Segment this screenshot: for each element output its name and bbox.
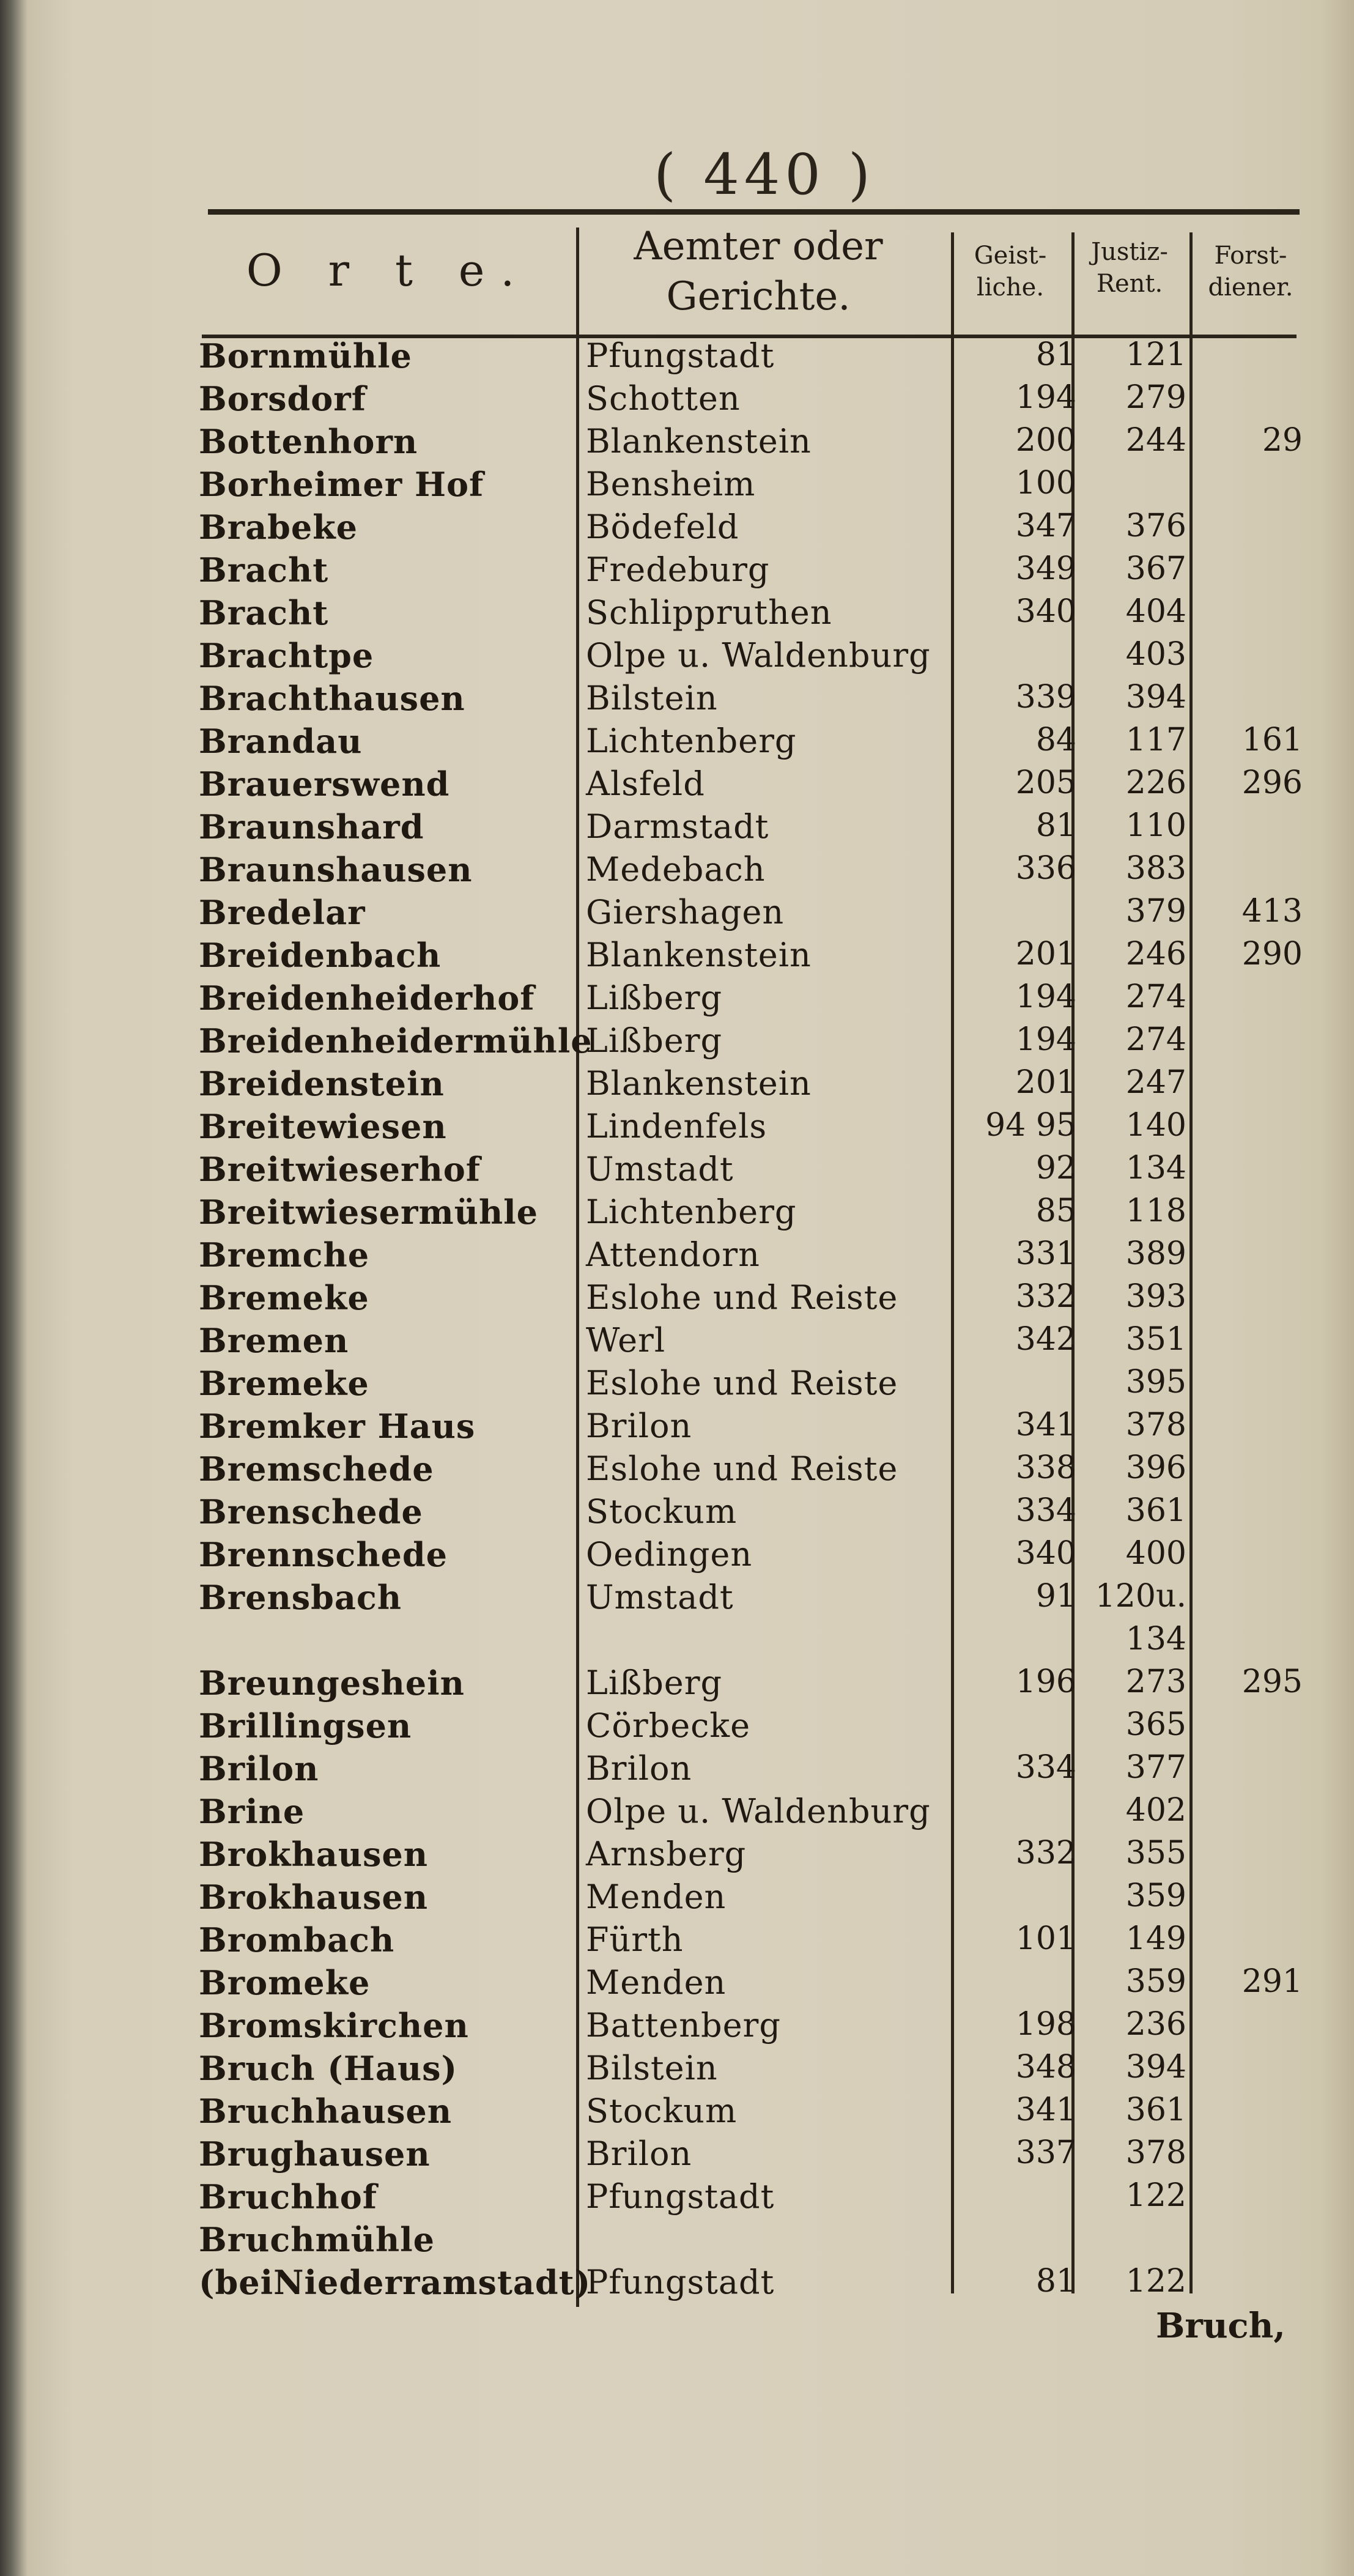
amt-cell: Umstadt — [586, 1578, 734, 1616]
ort-cell: Breidenbach — [199, 936, 442, 975]
geistliche-cell: 341 — [1015, 2092, 1076, 2128]
justiz-cell: 279 — [1125, 379, 1186, 416]
table-row — [0, 1021, 1354, 1064]
amt-cell: Schotten — [586, 379, 741, 418]
ort-cell: Brenschede — [199, 1492, 423, 1531]
justiz-cell: 376 — [1125, 508, 1186, 544]
forst-cell: 413 — [1241, 893, 1303, 930]
geistliche-cell: 340 — [1015, 593, 1076, 630]
table-row — [0, 636, 1354, 679]
table-row — [0, 1107, 1354, 1150]
justiz-cell: 395 — [1125, 1364, 1186, 1401]
table-row — [0, 336, 1354, 379]
table-row — [0, 2220, 1354, 2263]
justiz-cell: 121 — [1125, 336, 1186, 373]
table-row — [0, 1920, 1354, 1963]
table-row — [0, 1449, 1354, 1492]
amt-cell: Menden — [586, 1878, 727, 1916]
justiz-cell: 351 — [1125, 1321, 1186, 1358]
table-row — [0, 2134, 1354, 2177]
amt-cell: Lindenfels — [586, 1107, 768, 1146]
table-row — [0, 550, 1354, 593]
amt-cell: Fredeburg — [586, 550, 770, 589]
amt-cell: Olpe u. Waldenburg — [586, 636, 931, 675]
geistliche-cell: 334 — [1015, 1492, 1076, 1529]
ort-cell: Bracht — [199, 593, 329, 632]
justiz-cell: 378 — [1125, 2134, 1186, 2171]
justiz-cell: 246 — [1125, 936, 1186, 972]
ort-cell: Borheimer Hof — [199, 465, 484, 504]
amt-cell: Arnsberg — [586, 1835, 747, 1873]
justiz-cell: 274 — [1125, 1021, 1186, 1058]
amt-cell: Brilon — [586, 1749, 692, 1788]
ort-cell: Bredelar — [199, 893, 366, 932]
table-row — [0, 1064, 1354, 1107]
justiz-cell: 361 — [1125, 1492, 1186, 1529]
amt-cell: Fürth — [586, 1920, 684, 1959]
justiz-cell: 247 — [1125, 1064, 1186, 1101]
table-row — [0, 2092, 1354, 2134]
table-row — [0, 1278, 1354, 1321]
ort-cell: Breungeshein — [199, 1664, 465, 1703]
header-orte: O r t e. — [246, 245, 531, 296]
geistliche-cell: 334 — [1015, 1749, 1076, 1786]
geistliche-cell: 94 95 — [985, 1107, 1076, 1144]
table-row — [0, 1492, 1354, 1535]
amt-cell: Bensheim — [586, 465, 756, 503]
header-justiz-line2: Rent. — [1096, 270, 1163, 298]
ort-cell: Braunshausen — [199, 850, 473, 889]
table-row — [0, 1835, 1354, 1878]
ort-cell: Borsdorf — [199, 379, 366, 418]
table-row — [0, 1364, 1354, 1407]
geistliche-cell: 201 — [1015, 936, 1076, 972]
forst-cell: 291 — [1241, 1963, 1303, 2000]
amt-cell: Blankenstein — [586, 1064, 812, 1103]
table-row — [0, 465, 1354, 508]
forst-cell: 29 — [1262, 422, 1303, 459]
ort-cell: Bremeke — [199, 1278, 369, 1317]
header-geistliche-line1: Geist- — [974, 242, 1047, 270]
justiz-cell: 365 — [1125, 1706, 1186, 1743]
header-aemter-line2: Gerichte. — [666, 274, 851, 319]
ort-cell: Bruchmühle — [199, 2220, 435, 2259]
amt-cell: Alsfeld — [586, 764, 705, 803]
geistliche-cell: 196 — [1015, 1664, 1076, 1700]
ort-cell: Bremen — [199, 1321, 349, 1360]
justiz-cell: 377 — [1125, 1749, 1186, 1786]
ort-cell: Breitwieserhof — [199, 1150, 481, 1189]
geistliche-cell: 81 — [1035, 2263, 1076, 2300]
justiz-cell: 226 — [1125, 764, 1186, 801]
table-row — [0, 1792, 1354, 1835]
table-row — [0, 722, 1354, 764]
justiz-cell: 134 — [1125, 1621, 1186, 1657]
amt-cell: Pfungstadt — [586, 2263, 775, 2301]
geistliche-cell: 200 — [1015, 422, 1076, 459]
ort-cell: Brine — [199, 1792, 305, 1831]
table-row — [0, 893, 1354, 936]
ort-cell: Breitwiesermühle — [199, 1193, 538, 1232]
justiz-cell: 359 — [1125, 1878, 1186, 1914]
table-row — [0, 1749, 1354, 1792]
amt-cell: Oedingen — [586, 1535, 753, 1574]
ort-cell: Braunshard — [199, 807, 424, 846]
justiz-cell: 404 — [1125, 593, 1186, 630]
table-row — [0, 508, 1354, 550]
ort-cell: Brabeke — [199, 508, 358, 547]
justiz-cell: 396 — [1125, 1449, 1186, 1486]
geistliche-cell: 194 — [1015, 979, 1076, 1015]
table-row — [0, 593, 1354, 636]
justiz-cell: 120u. — [1095, 1578, 1186, 1615]
ort-cell: Bracht — [199, 550, 329, 590]
amt-cell: Bödefeld — [586, 508, 739, 546]
amt-cell: Pfungstadt — [586, 336, 775, 375]
ort-cell: Bremeke — [199, 1364, 369, 1403]
table-row — [0, 807, 1354, 850]
forst-cell: 161 — [1241, 722, 1303, 758]
ort-cell: (beiNiederramstadt) — [199, 2263, 591, 2302]
geistliche-cell: 348 — [1015, 2049, 1076, 2086]
amt-cell: Eslohe und Reiste — [586, 1364, 898, 1402]
justiz-cell: 378 — [1125, 1407, 1186, 1443]
catchword: Bruch, — [1156, 2306, 1286, 2346]
table-row — [0, 1664, 1354, 1706]
geistliche-cell: 347 — [1015, 508, 1076, 544]
table-row — [0, 764, 1354, 807]
header-forst-line2: diener. — [1208, 273, 1293, 302]
justiz-cell: 355 — [1125, 1835, 1186, 1871]
amt-cell: Cörbecke — [586, 1706, 751, 1745]
table-row — [0, 1963, 1354, 2006]
ort-cell: Bremschede — [199, 1449, 434, 1489]
amt-cell: Brilon — [586, 2134, 692, 2173]
ort-cell: Brombach — [199, 1920, 395, 1960]
justiz-cell: 117 — [1125, 722, 1186, 758]
geistliche-cell: 100 — [1015, 465, 1076, 502]
justiz-cell: 236 — [1125, 2006, 1186, 2043]
ort-cell: Bromeke — [199, 1963, 371, 2002]
geistliche-cell: 81 — [1035, 807, 1076, 844]
amt-cell: Menden — [586, 1963, 727, 2002]
geistliche-cell: 85 — [1035, 1193, 1076, 1229]
amt-cell: Bilstein — [586, 679, 718, 717]
ort-cell: Bornmühle — [199, 336, 412, 376]
geistliche-cell: 340 — [1015, 1535, 1076, 1572]
geistliche-cell: 92 — [1035, 1150, 1076, 1186]
amt-cell: Werl — [586, 1321, 666, 1360]
justiz-cell: 394 — [1125, 2049, 1186, 2086]
justiz-cell: 122 — [1125, 2263, 1186, 2300]
ort-cell: Brachthausen — [199, 679, 465, 718]
justiz-cell: 383 — [1125, 850, 1186, 887]
justiz-cell: 367 — [1125, 550, 1186, 587]
table-row — [0, 379, 1354, 422]
amt-cell: Bilstein — [586, 2049, 718, 2087]
justiz-cell: 361 — [1125, 2092, 1186, 2128]
table-row — [0, 2006, 1354, 2049]
justiz-cell: 359 — [1125, 1963, 1186, 2000]
ort-cell: Bromskirchen — [199, 2006, 469, 2045]
amt-cell: Brilon — [586, 1407, 692, 1445]
ort-cell: Brokhausen — [199, 1878, 429, 1917]
ort-cell: Bottenhorn — [199, 422, 418, 461]
amt-cell: Blankenstein — [586, 936, 812, 974]
amt-cell: Pfungstadt — [586, 2177, 775, 2216]
justiz-cell: 403 — [1125, 636, 1186, 673]
table-row — [0, 1235, 1354, 1278]
geistliche-cell: 331 — [1015, 1235, 1076, 1272]
justiz-cell: 149 — [1125, 1920, 1186, 1957]
geistliche-cell: 332 — [1015, 1835, 1076, 1871]
justiz-cell: 118 — [1125, 1193, 1186, 1229]
ort-cell: Bruchhof — [199, 2177, 378, 2216]
ort-cell: Breidenheiderhof — [199, 979, 535, 1018]
geistliche-cell: 101 — [1015, 1920, 1076, 1957]
table-row — [0, 1193, 1354, 1235]
ort-cell: Brughausen — [199, 2134, 431, 2174]
table-row — [0, 2263, 1354, 2306]
amt-cell: Lichtenberg — [586, 722, 797, 760]
amt-cell: Stockum — [586, 1492, 738, 1531]
ort-cell: Breidenstein — [199, 1064, 445, 1103]
table-row-continuation — [0, 1621, 1354, 1664]
geistliche-cell: 337 — [1015, 2134, 1076, 2171]
ort-cell: Breidenheidermühle — [199, 1021, 593, 1060]
amt-cell: Lißberg — [586, 1664, 723, 1702]
table-row — [0, 979, 1354, 1021]
justiz-cell: 122 — [1125, 2177, 1186, 2214]
justiz-cell: 389 — [1125, 1235, 1186, 1272]
table-row — [0, 936, 1354, 979]
table-row — [0, 422, 1354, 465]
ort-cell: Brauerswend — [199, 764, 450, 804]
ort-cell: Brandau — [199, 722, 363, 761]
geistliche-cell: 194 — [1015, 1021, 1076, 1058]
ort-cell: Breitewiesen — [199, 1107, 447, 1146]
amt-cell: Stockum — [586, 2092, 738, 2130]
table-row — [0, 2177, 1354, 2220]
justiz-cell: 400 — [1125, 1535, 1186, 1572]
geistliche-cell: 81 — [1035, 336, 1076, 373]
amt-cell: Giershagen — [586, 893, 785, 931]
amt-cell: Lichtenberg — [586, 1193, 797, 1231]
geistliche-cell: 338 — [1015, 1449, 1076, 1486]
header-justiz-line1: Justiz- — [1091, 238, 1168, 266]
geistliche-cell: 332 — [1015, 1278, 1076, 1315]
ort-cell: Brensbach — [199, 1578, 402, 1617]
ort-cell: Bremche — [199, 1235, 370, 1275]
justiz-cell: 140 — [1125, 1107, 1186, 1144]
amt-cell: Eslohe und Reiste — [586, 1278, 898, 1317]
geistliche-cell: 342 — [1015, 1321, 1076, 1358]
amt-cell: Lißberg — [586, 979, 723, 1017]
geistliche-cell: 201 — [1015, 1064, 1076, 1101]
ort-cell: Brilon — [199, 1749, 319, 1788]
table-row — [0, 1878, 1354, 1920]
ort-cell: Brillingsen — [199, 1706, 412, 1745]
header-aemter-line1: Aemter oder — [634, 224, 883, 269]
geistliche-cell: 194 — [1015, 379, 1076, 416]
geistliche-cell: 205 — [1015, 764, 1076, 801]
header-geistliche-line2: liche. — [976, 273, 1045, 302]
table-row — [0, 679, 1354, 722]
amt-cell: Battenberg — [586, 2006, 781, 2045]
amt-cell: Darmstadt — [586, 807, 769, 846]
table-row — [0, 2049, 1354, 2092]
amt-cell: Medebach — [586, 850, 766, 889]
table-row — [0, 1150, 1354, 1193]
justiz-cell: 110 — [1125, 807, 1186, 844]
table-row — [0, 1535, 1354, 1578]
geistliche-cell: 339 — [1015, 679, 1076, 716]
geistliche-cell: 341 — [1015, 1407, 1076, 1443]
ort-cell: Brennschede — [199, 1535, 448, 1574]
justiz-cell: 244 — [1125, 422, 1186, 459]
forst-cell: 295 — [1241, 1664, 1303, 1700]
ort-cell: Brokhausen — [199, 1835, 429, 1874]
forst-cell: 296 — [1241, 764, 1303, 801]
table-row — [0, 850, 1354, 893]
justiz-cell: 379 — [1125, 893, 1186, 930]
justiz-cell: 134 — [1125, 1150, 1186, 1186]
justiz-cell: 402 — [1125, 1792, 1186, 1829]
table-row — [0, 1578, 1354, 1621]
geistliche-cell: 349 — [1015, 550, 1076, 587]
ort-cell: Brachtpe — [199, 636, 374, 675]
amt-cell: Attendorn — [586, 1235, 760, 1274]
amt-cell: Eslohe und Reiste — [586, 1449, 898, 1488]
justiz-cell: 273 — [1125, 1664, 1186, 1700]
ort-cell: Bruch (Haus) — [199, 2049, 458, 2088]
justiz-cell: 274 — [1125, 979, 1186, 1015]
geistliche-cell: 84 — [1035, 722, 1076, 758]
amt-cell: Blankenstein — [586, 422, 812, 461]
table-row — [0, 1407, 1354, 1449]
amt-cell: Lißberg — [586, 1021, 723, 1060]
ort-cell: Bremker Haus — [199, 1407, 476, 1446]
geistliche-cell: 336 — [1015, 850, 1076, 887]
geistliche-cell: 91 — [1035, 1578, 1076, 1615]
forst-cell: 290 — [1241, 936, 1303, 972]
geistliche-cell: 198 — [1015, 2006, 1076, 2043]
amt-cell: Schlippruthen — [586, 593, 832, 632]
table-row — [0, 1321, 1354, 1364]
amt-cell: Umstadt — [586, 1150, 734, 1188]
header-forst-line1: Forst- — [1214, 242, 1287, 270]
amt-cell: Olpe u. Waldenburg — [586, 1792, 931, 1830]
table-row — [0, 1706, 1354, 1749]
justiz-cell: 394 — [1125, 679, 1186, 716]
page-number: ( 440 ) — [654, 142, 875, 207]
justiz-cell: 393 — [1125, 1278, 1186, 1315]
ort-cell: Bruchhausen — [199, 2092, 453, 2131]
